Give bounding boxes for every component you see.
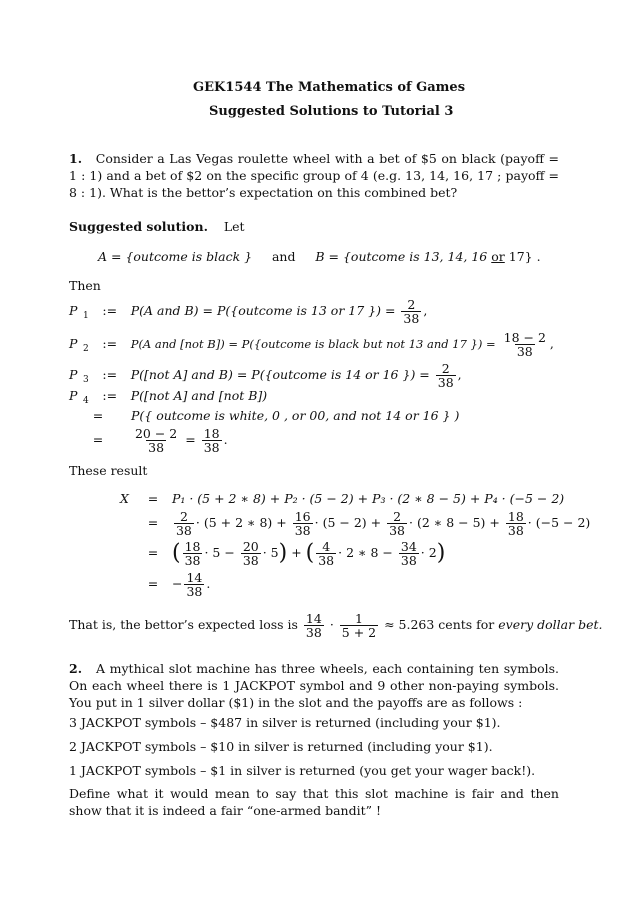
x-line-1 — [120, 491, 564, 506]
x2-after-1: · (5 + 2 ∗ 8) + — [195, 515, 287, 530]
p3-equation — [69, 362, 462, 389]
x2-after-2: · (5 − 2) + — [314, 515, 382, 530]
x-line-1-text: P₁ · (5 + 2 ∗ 8) + P₂ · (5 − 2) + P₃ · (2 ∗ 8 − 5) + P₄ · (−5 − 2) — [171, 491, 565, 506]
p3-lhs: P — [69, 367, 78, 382]
p1-den: 38 — [403, 311, 420, 326]
question-2-text: A mythical slot machine has three wheels, each containing ten symbols. On each wheel there is 1 JACKPOT symbol and 9 other non-paying symbols. You put in 1 silver dollar ($1) in the slot and the payoffs are as follows : — [69, 661, 560, 710]
x-line-4 — [120, 571, 210, 598]
p3-fraction — [436, 362, 456, 389]
x4-frac — [184, 571, 204, 598]
p2-def: := — [102, 336, 118, 351]
x2-num-2: 16 — [294, 509, 311, 524]
solution-heading-line — [69, 219, 245, 234]
loss-den-1: 38 — [305, 625, 322, 640]
loss-approx: ≈ 5.263 cents for — [384, 617, 495, 632]
x3-frac-2 — [241, 540, 261, 567]
event-and-word: and — [271, 249, 296, 264]
p4-line-2 — [69, 408, 459, 423]
close-paren-2: ) — [436, 540, 446, 566]
then-word: Then — [69, 278, 101, 293]
p1-equation — [69, 298, 427, 325]
x-line-2 — [120, 510, 590, 537]
x3-frac-1 — [183, 540, 203, 567]
p4-eq-2: = — [92, 408, 104, 423]
x-eq-2: = — [147, 515, 159, 530]
x3-frac-4 — [399, 540, 419, 567]
p3-sub: 3 — [83, 375, 89, 385]
p4-fraction-1 — [133, 427, 179, 454]
x3-num-2: 20 — [242, 539, 259, 554]
question-2 — [69, 660, 559, 711]
loss-dot: · — [329, 617, 334, 632]
x2-after-3: · (2 ∗ 8 − 5) + — [409, 515, 500, 530]
question-2-final: Define what it would mean to say that this slot machine is fair and then show that it is indeed a fair “one-armed bandit” ! — [69, 786, 559, 818]
question-1-number: 1. — [69, 151, 83, 166]
x-line-3: = ( $\frac{18}{38}$ · 5 − $\frac{20}{38}$ · 5) + ( $\frac{4}{38}$ · 2 ∗ 8 − $\frac{34}{38}$ · 2) — [120, 540, 445, 567]
page-title: GEK1544 The Mathematics of Games — [193, 80, 466, 95]
open-paren-2: ( — [305, 540, 315, 566]
p4-num-2: 18 — [203, 426, 220, 441]
p1-tail: , — [423, 303, 428, 318]
x3-num-4: 34 — [400, 539, 417, 554]
x2-frac-1 — [174, 510, 194, 537]
p2-rhs: P(A and [not B]) = P({outcome is black but not 13 and 17 }) = — [130, 337, 496, 351]
x-lhs: X — [120, 491, 129, 506]
p2-tail: , — [549, 336, 554, 351]
p3-den: 38 — [437, 375, 454, 390]
x2-after-4: · (−5 − 2) — [527, 515, 591, 530]
p1-num: 2 — [407, 297, 416, 312]
loss-frac-1 — [304, 612, 324, 639]
p3-num: 2 — [441, 361, 450, 376]
x3-den-1: 38 — [184, 553, 201, 568]
p4-lhs: P — [69, 388, 78, 403]
x3-den-2: 38 — [242, 553, 259, 568]
x4-num: 14 — [186, 570, 203, 585]
payoff-3: 1 JACKPOT symbols – $1 in silver is returned (you get your wager back!). — [69, 763, 536, 778]
event-a-definition: A = {outcome is black } — [98, 249, 253, 264]
p4-sub: 4 — [83, 396, 89, 406]
p4-line-3 — [69, 427, 228, 454]
loss-num-2: 1 — [354, 611, 363, 626]
x2-frac-4 — [506, 510, 526, 537]
event-b-definition: B = {outcome is 13, 14, 16 — [315, 249, 488, 264]
question-1-text: Consider a Las Vegas roulette wheel with a bet of $5 on black (payoff = 1 : 1) and a bet of $2 on the specific group of 4 (e.g. 13, 14, 16, 17 ; payoff = 8 : 1). What is the bettor’s expectation on this combined bet? — [69, 151, 559, 200]
loss-italic: every dollar bet. — [498, 617, 603, 632]
question-1 — [69, 150, 559, 201]
x3-after-2: · 5 — [262, 545, 279, 560]
close-paren-1: ) — [278, 540, 288, 566]
x4-den: 38 — [186, 584, 203, 599]
p3-rhs: P([not A] and B) = P({outcome is 14 or 16 }) = — [130, 367, 430, 382]
x3-den-4: 38 — [400, 553, 417, 568]
p2-num: 18 − 2 — [503, 330, 546, 345]
x2-num-4: 18 — [507, 509, 524, 524]
p1-fraction — [401, 298, 421, 325]
payoff-1: 3 JACKPOT symbols – $487 in silver is returned (including your $1). — [69, 715, 501, 730]
p4-def: := — [102, 388, 118, 403]
loss-den-2: 5 + 2 — [341, 625, 377, 640]
solution-let: Let — [223, 219, 245, 234]
loss-frac-2 — [340, 612, 378, 639]
x2-den-1: 38 — [175, 523, 192, 538]
p4-eq-3: = — [92, 432, 104, 447]
x4-prefix: − — [171, 576, 183, 591]
p1-rhs: P(A and B) = P({outcome is 13 or 17 }) = — [130, 303, 396, 318]
loss-text: That is, the bettor’s expected loss is — [69, 617, 298, 632]
x2-frac-3 — [387, 510, 407, 537]
x2-frac-2 — [293, 510, 313, 537]
payoff-2: 2 JACKPOT symbols – $10 in silver is returned (including your $1). — [69, 739, 493, 754]
p1-def: := — [102, 303, 118, 318]
x3-after-4: · 2 — [420, 545, 437, 560]
x-eq-3: = — [147, 545, 159, 560]
x3-after-1: · 5 − — [204, 545, 235, 560]
page-subtitle: Suggested Solutions to Tutorial 3 — [209, 104, 454, 119]
these-result: These result — [69, 463, 148, 478]
solution-heading: Suggested solution. — [69, 219, 208, 234]
p4-line-2-text: P({ outcome is white, 0 , or 00, and not 14 or 16 } ) — [130, 408, 460, 423]
p4-mid: = — [185, 432, 196, 447]
x3-num-1: 18 — [184, 539, 201, 554]
x2-den-3: 38 — [389, 523, 406, 538]
p1-sub: 1 — [83, 311, 89, 321]
x-eq-4: = — [147, 576, 159, 591]
question-2-number: 2. — [69, 661, 83, 676]
event-b-end: 17} . — [508, 249, 541, 264]
loss-num-1: 14 — [305, 611, 322, 626]
x3-frac-3 — [316, 540, 336, 567]
p2-lhs: P — [69, 336, 78, 351]
p4-tail: . — [223, 432, 228, 447]
x-eq-1: = — [147, 491, 159, 506]
x3-num-3: 4 — [322, 539, 331, 554]
x2-den-2: 38 — [294, 523, 311, 538]
p4-fraction-2 — [202, 427, 222, 454]
event-or-word: or — [491, 249, 505, 264]
x2-den-4: 38 — [507, 523, 524, 538]
expected-loss-line — [69, 612, 602, 639]
p2-den: 38 — [516, 344, 533, 359]
p3-tail: , — [457, 367, 462, 382]
p4-equation — [69, 388, 267, 406]
x4-tail: . — [206, 576, 211, 591]
p4-den-2: 38 — [203, 440, 220, 455]
p2-sub: 2 — [83, 344, 89, 354]
x2-num-1: 2 — [179, 509, 188, 524]
event-definitions — [98, 249, 541, 264]
x3-after-3: · 2 ∗ 8 − — [338, 545, 393, 560]
p3-def: := — [102, 367, 118, 382]
p4-den-1: 38 — [148, 440, 165, 455]
p2-equation — [69, 331, 554, 358]
open-paren-1: ( — [171, 540, 181, 566]
p2-fraction — [502, 331, 548, 358]
x2-num-3: 2 — [393, 509, 402, 524]
p4-rhs: P([not A] and [not B]) — [130, 388, 268, 403]
p4-num-1: 20 − 2 — [134, 426, 178, 441]
x3-den-3: 38 — [318, 553, 335, 568]
p1-lhs: P — [69, 303, 78, 318]
